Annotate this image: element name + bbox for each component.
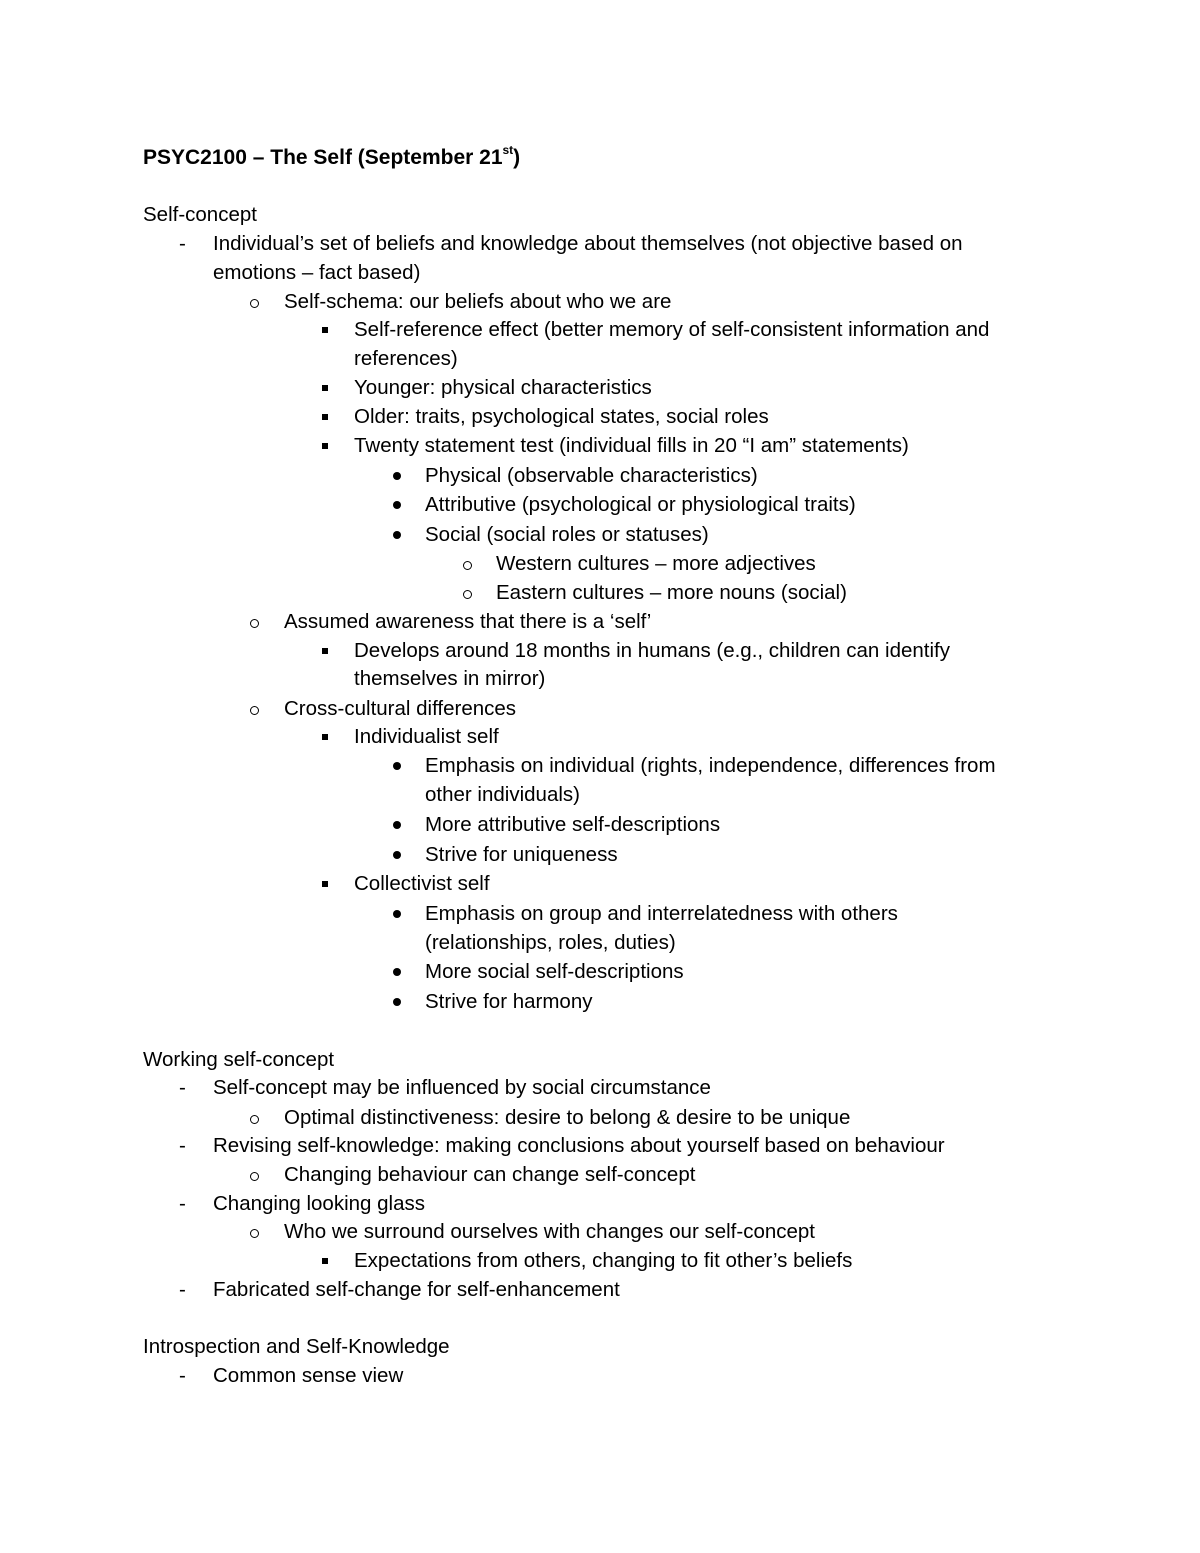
list-item: Assumed awareness that there is a ‘self’ xyxy=(284,610,652,633)
list-item-continuation: emotions – fact based) xyxy=(213,261,421,284)
list-item: More attributive self-descriptions xyxy=(425,813,721,836)
dot-bullet-icon xyxy=(393,472,401,480)
square-bullet-icon xyxy=(322,414,328,420)
dot-bullet-icon xyxy=(393,968,401,976)
list-item: Strive for harmony xyxy=(425,990,593,1013)
document-title xyxy=(143,142,520,174)
list-item: Social (social roles or statuses) xyxy=(425,523,709,546)
list-item: Changing looking glass xyxy=(213,1192,425,1215)
list-item-continuation: references) xyxy=(354,347,458,370)
dash-bullet-icon: - xyxy=(179,1192,186,1215)
title-text: PSYC2100 – The Self (September 21 xyxy=(143,146,503,169)
square-bullet-icon xyxy=(322,734,328,740)
list-item: Older: traits, psychological states, social roles xyxy=(354,405,769,428)
dot-bullet-icon xyxy=(393,762,401,770)
list-item: Self-concept may be influenced by social circumstance xyxy=(213,1076,711,1099)
section-heading: Working self-concept xyxy=(143,1048,335,1071)
list-item: Emphasis on individual (rights, independence, differences from xyxy=(425,754,996,777)
circle-bullet-icon xyxy=(250,299,259,308)
list-item: Optimal distinctiveness: desire to belong & desire to be unique xyxy=(284,1106,851,1129)
circle-bullet-icon xyxy=(250,706,259,715)
circle-bullet-icon xyxy=(463,561,472,570)
dash-bullet-icon: - xyxy=(179,1134,186,1157)
list-item: Expectations from others, changing to fit other’s beliefs xyxy=(354,1249,853,1272)
list-item: Physical (observable characteristics) xyxy=(425,464,758,487)
list-item: Self-schema: our beliefs about who we are xyxy=(284,290,672,313)
dot-bullet-icon xyxy=(393,821,401,829)
list-item: Emphasis on group and interrelatedness with others xyxy=(425,902,898,925)
square-bullet-icon xyxy=(322,385,328,391)
list-item: Revising self-knowledge: making conclusions about yourself based on behaviour xyxy=(213,1134,945,1157)
title-end: ) xyxy=(513,146,521,169)
list-item: Who we surround ourselves with changes our self-concept xyxy=(284,1220,815,1243)
dot-bullet-icon xyxy=(393,531,401,539)
list-item: Develops around 18 months in humans (e.g., children can identify xyxy=(354,639,950,662)
circle-bullet-icon xyxy=(250,1172,259,1181)
list-item-continuation: (relationships, roles, duties) xyxy=(425,931,676,954)
title-superscript: st xyxy=(502,143,514,157)
square-bullet-icon xyxy=(322,881,328,887)
dash-bullet-icon: - xyxy=(179,232,186,255)
list-item: More social self-descriptions xyxy=(425,960,684,983)
list-item: Fabricated self-change for self-enhancement xyxy=(213,1278,620,1301)
list-item: Changing behaviour can change self-concept xyxy=(284,1163,696,1186)
dash-bullet-icon: - xyxy=(179,1076,186,1099)
list-item: Self-reference effect (better memory of self-consistent information and xyxy=(354,318,990,341)
section-heading: Self-concept xyxy=(143,203,257,226)
list-item: Attributive (psychological or physiological traits) xyxy=(425,493,856,516)
list-item: Collectivist self xyxy=(354,872,490,895)
list-item: Cross-cultural differences xyxy=(284,697,517,720)
square-bullet-icon xyxy=(322,443,328,449)
list-item-continuation: other individuals) xyxy=(425,783,580,806)
dot-bullet-icon xyxy=(393,501,401,509)
circle-bullet-icon xyxy=(250,1229,259,1238)
dash-bullet-icon: - xyxy=(179,1278,186,1301)
list-item: Twenty statement test (individual fills in 20 “I am” statements) xyxy=(354,434,909,457)
dot-bullet-icon xyxy=(393,910,401,918)
square-bullet-icon xyxy=(322,648,328,654)
dash-bullet-icon: - xyxy=(179,1364,186,1387)
list-item-continuation: themselves in mirror) xyxy=(354,667,546,690)
square-bullet-icon xyxy=(322,327,328,333)
list-item: Western cultures – more adjectives xyxy=(496,552,816,575)
square-bullet-icon xyxy=(322,1258,328,1264)
list-item: Common sense view xyxy=(213,1364,404,1387)
list-item: Younger: physical characteristics xyxy=(354,376,652,399)
list-item: Eastern cultures – more nouns (social) xyxy=(496,581,847,604)
circle-bullet-icon xyxy=(250,619,259,628)
circle-bullet-icon xyxy=(463,590,472,599)
list-item: Individualist self xyxy=(354,725,499,748)
list-item: Individual’s set of beliefs and knowledge about themselves (not objective based on xyxy=(213,232,963,255)
list-item: Strive for uniqueness xyxy=(425,843,618,866)
dot-bullet-icon xyxy=(393,851,401,859)
circle-bullet-icon xyxy=(250,1115,259,1124)
section-heading: Introspection and Self-Knowledge xyxy=(143,1335,450,1358)
dot-bullet-icon xyxy=(393,998,401,1006)
